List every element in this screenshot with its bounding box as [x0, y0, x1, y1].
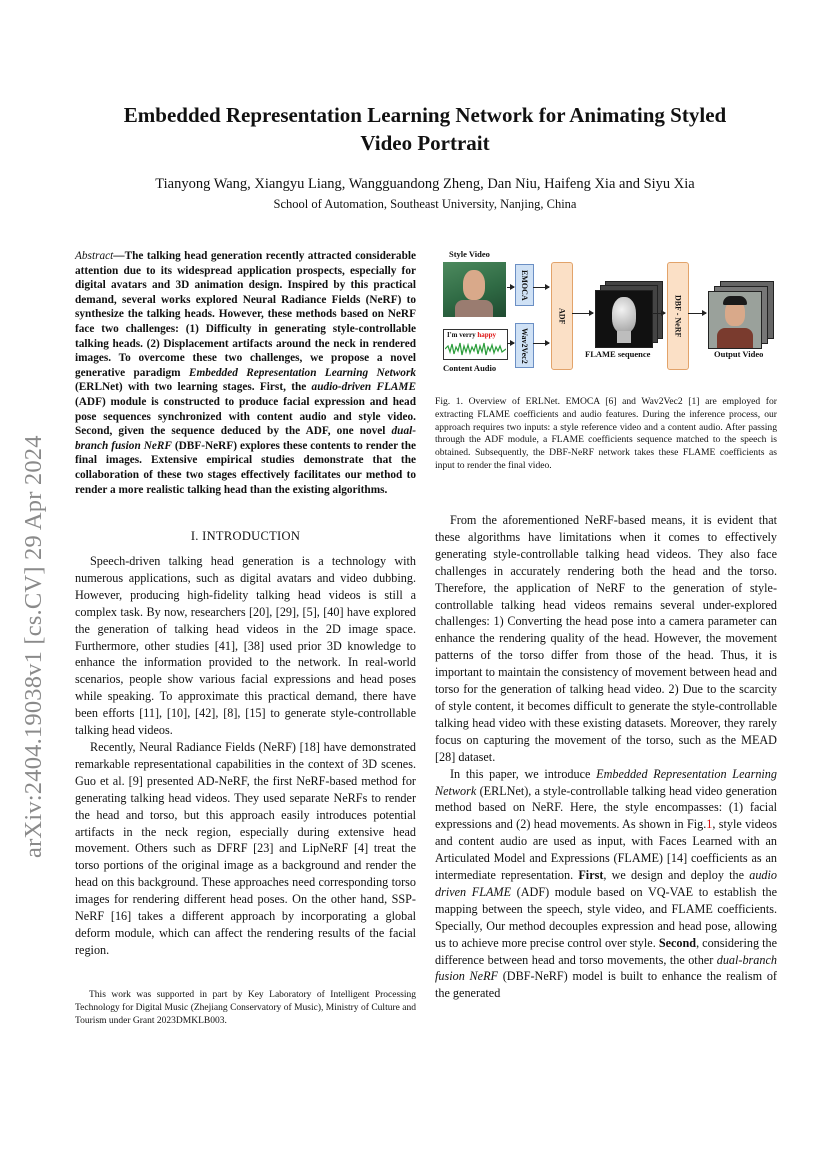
wav2vec-label: Wav2Vec2: [520, 327, 529, 364]
text-em: Embedded Representation Learning Network: [435, 766, 777, 798]
text-bold: Second: [658, 935, 697, 950]
arxiv-stamp: arXiv:2404.19038v1 [cs.CV] 29 Apr 2024: [20, 435, 47, 858]
authors: Tianyong Wang, Xiangyu Liang, Wangguandong Zheng, Dan Niu, Haifeng Xia and Siyu Xia: [155, 176, 695, 192]
wav2vec-box: [515, 323, 534, 368]
text-run: (ERLNet), a style-controllable talking head video generation method based on NeRF. Here, the style encompasses: (1) facial expressions and (2) head movements. As shown in Fig.: [435, 783, 777, 832]
paragraph: Recently, Neural Radiance Fields (NeRF) [18] have demonstrated remarkable representational capabilities in the context of 3D scenes. Guo et al. [9] presented AD-NeRF, the first NeRF-based method for generating talking head videos. They used separate NeRFs to render the head and torso, but this approach easily introduces potential artifacts in the neck region, especially during extensive head movement. Others such as DFRF [23] and LipNeRF [4] treat the torso portions of the original image as a background and render the head on this background. These approaches need corresponding torso images for rendering different head poses. On the other hand, SSP-NeRF [16] takes a different approach by incorporating a global deform module, which can affect the rendering results of the facial region.: [75, 739, 416, 957]
paragraph: [435, 766, 777, 1003]
section-heading-introduction: I. INTRODUCTION: [190, 529, 301, 543]
flame-sequence-label: FLAME sequence: [585, 349, 651, 359]
text-run: (DBF-NeRF) model is built to enhance the realism of the generated: [435, 969, 777, 1001]
abstract-dash: —: [113, 250, 125, 262]
paragraph: From the aforementioned NeRF-based means, it is evident that these algorithms have limitations when it comes to effectively generating style-controllable talking head videos. They also face challenges in accurately rendering both the head and the torso. Therefore, the application of NeRF to the generation of style-controllable talking head videos remains several under-explored challenges: 1) Converting the head pose into a camera parameter can enhance the rendering quality of the head. However, the movement patterns of the torso differ from those of the head. Thus, it is important to maintain the consistency of movement between head and torso for the generation of talking head video. 2) Due to the scarcity of style content, it becomes difficult to generate the style-controllable talking head video with these existing datasets. Moreover, they rarely focus on capturing the movement of the torso, such as the MEAD [28] dataset.: [435, 513, 777, 764]
dbf-nerf-label: DBF - NeRF: [673, 294, 683, 338]
left-column-body: [75, 553, 416, 959]
affiliation: School of Automation, Southeast University, Nanjing, China: [273, 197, 577, 211]
abstract-text-1: The talking head generation recently attracted considerable attention due to its widespread application prospects, especially for digital avatars and 3D animation design. Inspired by this practical demand, several works explored Neural Radiance Fields (NeRF) to synthesize the talking heads. However, these methods based on NeRF face two challenges: (1) Difficulty in generating style-controllable talking heads. (2) Displacement artifacts around the neck in rendered images. To overcome these two challenges, we propose a novel generative paradigm: [75, 250, 416, 379]
adf-label: ADF: [557, 307, 567, 325]
output-video-label: Output Video: [714, 349, 764, 359]
title-line-2: Video Portrait: [360, 131, 490, 155]
audio-text: I'm verry: [447, 331, 478, 339]
figure-reference-link[interactable]: 1: [706, 817, 713, 832]
text-bold: First: [578, 868, 604, 883]
dbf-nerf-box: [667, 262, 689, 370]
abstract: [75, 249, 416, 497]
abstract-em-3: dual-branch fusion NeRF: [75, 425, 416, 452]
audio-transcript: [447, 331, 496, 339]
abstract-em-1: Embedded Representation Learning Network: [188, 366, 416, 379]
emoca-box: [515, 264, 534, 306]
output-video-image: [708, 291, 762, 349]
paper-title: [60, 101, 790, 157]
text-run: , we design and deploy the: [603, 868, 750, 883]
adf-module-box: [551, 262, 573, 370]
text-run: , style videos and content audio are used as input, with Faces Learned with an Articulated Model and Expressions (FLAME) [14] coefficients as an intermediate representation.: [435, 817, 777, 883]
emoca-label: EMOCA: [520, 269, 529, 301]
footnote: [75, 989, 416, 1028]
text-run: In this paper, we introduce: [450, 766, 597, 781]
abstract-em-2: audio-driven FLAME: [311, 381, 417, 394]
style-video-label: Style Video: [449, 249, 490, 259]
title-line-1: Embedded Representation Learning Network for Animating Styled: [123, 103, 727, 127]
text-run: (ADF) module based on VQ-VAE to establish the mapping between the speech, style video, and FLAME coefficients. Specially, Our method decouples expression and head pose, allowing us to achieve more precise control over style.: [435, 884, 777, 950]
abstract-text-4: (DBF-NeRF) explores these contents to render the final images. Extensive empirical studies demonstrate that the collaboration of these two stages effectively facilitates our method to render a more realistic talking head than the existing algorithms.: [75, 439, 416, 496]
abstract-label: Abstract: [75, 250, 114, 262]
abstract-text-2: (ERLNet) with two learning stages. First, the: [75, 381, 312, 394]
audio-text-highlight: happy: [477, 331, 497, 339]
figure-1-caption: Fig. 1. Overview of ERLNet. EMOCA [6] and Wav2Vec2 [1] are employed for extracting FLAME coefficients and audio features. During the inference process, our approach requires two inputs: a style reference video and a content audio. After passing through the ADF module, a FLAME coefficients sequence matched to the speech is obtained. Subsequently, the DBF-NeRF network takes these FLAME coefficients as input to render the final video.: [435, 396, 777, 471]
text-em: dual-branch fusion NeRF: [435, 952, 777, 984]
flame-sequence-image: [595, 290, 653, 348]
text-run: , considering the difference between head and torso movements, the other: [435, 935, 777, 967]
text-em: audio driven FLAME: [435, 868, 777, 899]
paragraph: Speech-driven talking head generation is a technology with numerous applications, such as digital avatars and video dubbing. However, producing high-fidelity talking head videos is still a complex task. By now, researchers [20], [29], [5], [40] have explored the generation of talking head videos in the 2D image space. Furthermore, other studies [41], [38] used prior 3D knowledge to enhance the information provided to the network. In real-world scenarios, people show various facial expressions and head poses while speaking. To approximate this practical demand, there have been efforts [11], [10], [42], [8], [15] to generate style-controllable talking head videos.: [75, 554, 416, 738]
waveform-icon: [445, 341, 506, 357]
figure-1: [435, 243, 777, 378]
abstract-text-3: (ADF) module is constructed to produce facial expression and head pose sequences synchronized with content audio and style video. Second, given the sequence deduced by the ADF, one novel: [75, 395, 416, 438]
content-audio-box: [443, 329, 508, 360]
style-video-thumbnail: [443, 262, 506, 317]
right-column-body: [435, 512, 777, 1002]
footnote-text: This work was supported in part by Key Laboratory of Intelligent Processing Technology for Digital Music (Zhejiang Conservatory of Music), Ministry of Culture and Tourism under Grant 2023DMKLB003.: [75, 990, 416, 1026]
content-audio-label: Content Audio: [443, 363, 497, 373]
